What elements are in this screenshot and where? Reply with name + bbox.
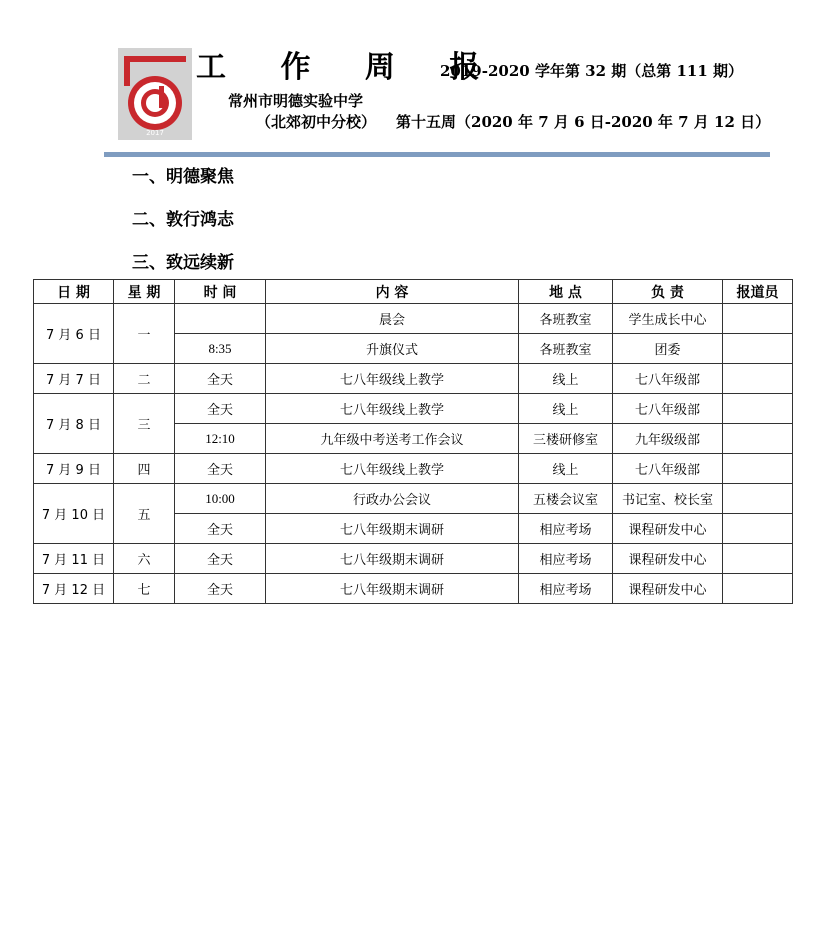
cell-time: 全天 <box>175 574 266 604</box>
cell-reporter <box>723 454 793 484</box>
cell-time: 全天 <box>175 514 266 544</box>
cell-responsible: 课程研发中心 <box>613 544 723 574</box>
cell-location: 五楼会议室 <box>519 484 613 514</box>
table-row <box>34 454 793 484</box>
cell-weekday: 六 <box>114 544 175 574</box>
table-row <box>34 394 793 424</box>
cell-reporter <box>723 304 793 334</box>
cell-responsible: 七八年级部 <box>613 364 723 394</box>
cell-content: 升旗仪式 <box>266 334 519 364</box>
cell-location: 各班教室 <box>519 334 613 364</box>
cell-content: 行政办公会议 <box>266 484 519 514</box>
table-row <box>34 304 793 334</box>
cell-responsible: 书记室、校长室 <box>613 484 723 514</box>
cell-content: 七八年级期末调研 <box>266 574 519 604</box>
cell-date: 7 月 11 日 <box>34 544 114 574</box>
cell-responsible: 九年级级部 <box>613 424 723 454</box>
header-weekday: 星 期 <box>114 280 175 304</box>
table-row <box>34 484 793 514</box>
cell-time: 全天 <box>175 454 266 484</box>
cell-time: 全天 <box>175 544 266 574</box>
header-divider <box>104 152 770 157</box>
table-row <box>34 544 793 574</box>
cell-reporter <box>723 424 793 454</box>
cell-content: 七八年级期末调研 <box>266 514 519 544</box>
cell-date: 7 月 7 日 <box>34 364 114 394</box>
cell-content: 七八年级线上教学 <box>266 454 519 484</box>
cell-location: 各班教室 <box>519 304 613 334</box>
issue-number: 2019-2020 学年第 32 期（总第 111 期） <box>440 62 744 80</box>
cell-location: 线上 <box>519 364 613 394</box>
table-row <box>34 574 793 604</box>
report-title: 工 作 周 报 <box>196 50 502 85</box>
cell-reporter <box>723 364 793 394</box>
header-content: 内 容 <box>266 280 519 304</box>
cell-location: 相应考场 <box>519 544 613 574</box>
cell-location: 三楼研修室 <box>519 424 613 454</box>
school-name: 常州市明德实验中学 <box>228 92 364 110</box>
cell-weekday: 二 <box>114 364 175 394</box>
cell-time: 全天 <box>175 364 266 394</box>
table-header-row <box>34 280 793 304</box>
cell-responsible: 学生成长中心 <box>613 304 723 334</box>
cell-reporter <box>723 514 793 544</box>
header-location: 地 点 <box>519 280 613 304</box>
cell-location: 线上 <box>519 454 613 484</box>
cell-responsible: 课程研发中心 <box>613 574 723 604</box>
cell-responsible: 课程研发中心 <box>613 514 723 544</box>
cell-weekday: 五 <box>114 484 175 544</box>
header-responsible: 负 责 <box>613 280 723 304</box>
cell-weekday: 三 <box>114 394 175 454</box>
cell-responsible: 七八年级部 <box>613 394 723 424</box>
schedule-table <box>33 279 793 604</box>
cell-time: 全天 <box>175 394 266 424</box>
section-heading-2: 二、敦行鸿志 <box>132 210 234 230</box>
cell-content: 七八年级线上教学 <box>266 394 519 424</box>
logo-year: 2017 <box>146 129 164 137</box>
cell-reporter <box>723 574 793 604</box>
cell-responsible: 七八年级部 <box>613 454 723 484</box>
cell-time: 8:35 <box>175 334 266 364</box>
cell-weekday: 四 <box>114 454 175 484</box>
header-date: 日 期 <box>34 280 114 304</box>
header-time: 时 间 <box>175 280 266 304</box>
cell-reporter <box>723 544 793 574</box>
schedule-body <box>34 304 793 604</box>
cell-date: 7 月 10 日 <box>34 484 114 544</box>
cell-date: 7 月 6 日 <box>34 304 114 364</box>
cell-reporter <box>723 484 793 514</box>
cell-content: 七八年级期末调研 <box>266 544 519 574</box>
section-heading-1: 一、明德聚焦 <box>132 167 234 187</box>
cell-responsible: 团委 <box>613 334 723 364</box>
cell-date: 7 月 8 日 <box>34 394 114 454</box>
cell-location: 相应考场 <box>519 514 613 544</box>
cell-time: 12:10 <box>175 424 266 454</box>
cell-location: 线上 <box>519 394 613 424</box>
cell-location: 相应考场 <box>519 574 613 604</box>
header-reporter: 报道员 <box>723 280 793 304</box>
week-range: 第十五周（2020 年 7 月 6 日-2020 年 7 月 12 日） <box>396 113 771 131</box>
cell-content: 七八年级线上教学 <box>266 364 519 394</box>
cell-weekday: 一 <box>114 304 175 364</box>
school-branch: （北郊初中分校） <box>256 113 377 131</box>
cell-date: 7 月 9 日 <box>34 454 114 484</box>
cell-reporter <box>723 334 793 364</box>
school-logo <box>118 48 192 140</box>
section-heading-3: 三、致远续新 <box>132 253 234 273</box>
cell-time <box>175 304 266 334</box>
cell-date: 7 月 12 日 <box>34 574 114 604</box>
cell-weekday: 七 <box>114 574 175 604</box>
table-row <box>34 364 793 394</box>
cell-reporter <box>723 394 793 424</box>
cell-time: 10:00 <box>175 484 266 514</box>
cell-content: 晨会 <box>266 304 519 334</box>
cell-content: 九年级中考送考工作会议 <box>266 424 519 454</box>
